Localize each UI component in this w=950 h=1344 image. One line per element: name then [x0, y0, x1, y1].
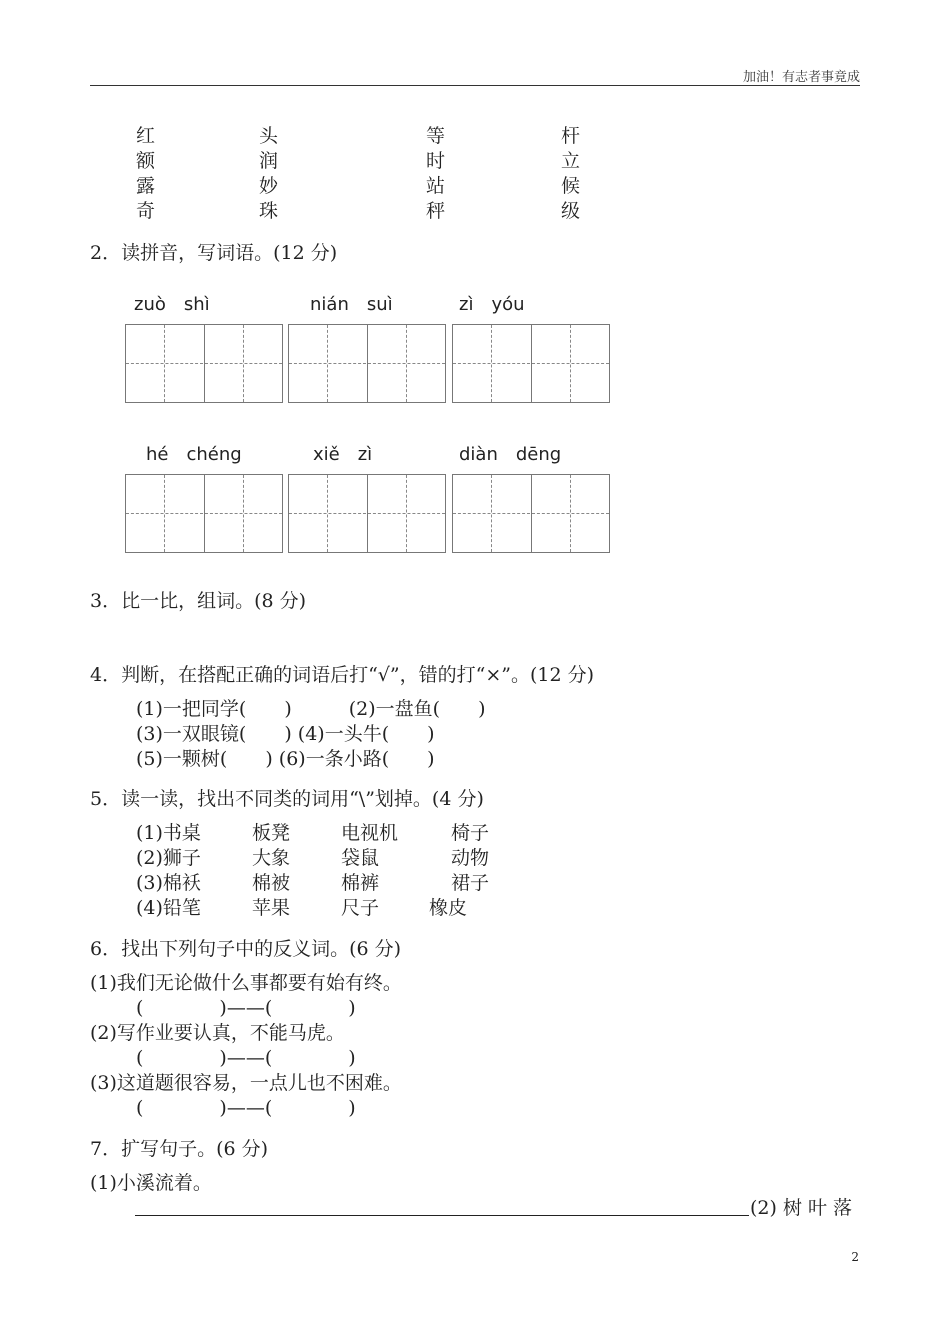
writing-grid[interactable]	[125, 324, 283, 403]
match-char: 等	[426, 125, 446, 147]
q5-word: 大象	[252, 847, 291, 869]
match-char: 红	[136, 125, 156, 147]
writing-grid[interactable]	[288, 324, 446, 403]
q6-sentence: (2)写作业要认真，不能马虎。	[90, 1022, 345, 1044]
match-char: 润	[259, 150, 279, 172]
match-col-1	[136, 124, 155, 224]
q6-sentence: (3)这道题很容易，一点儿也不困难。	[90, 1072, 402, 1094]
q5-col-4	[429, 821, 490, 921]
q2-title: 2．读拼音，写词语。(12 分)	[90, 242, 338, 264]
q4-items	[136, 697, 485, 772]
match-char: 额	[136, 150, 156, 172]
pinyin-label: hé chéng	[146, 444, 242, 465]
pinyin-label: diàn dēng	[459, 444, 562, 465]
page-number: 2	[851, 1250, 859, 1264]
match-col-3	[426, 124, 445, 224]
q5-word: 橡皮	[429, 897, 468, 919]
match-char: 立	[561, 150, 581, 172]
q5-title: 5．读一读，找出不同类的词用“\”划掉。(4 分)	[90, 788, 484, 810]
match-char: 站	[426, 175, 446, 197]
match-char: 露	[136, 175, 156, 197]
q5-word: (1)书桌	[136, 822, 201, 844]
match-char: 时	[426, 150, 446, 172]
q4-line: (3)一双眼镜( ) (4)一头牛( )	[136, 723, 435, 745]
q7-title: 7．扩写句子。(6 分)	[90, 1138, 269, 1160]
match-char: 秤	[426, 200, 446, 222]
q7-item-1: (1)小溪流着。	[90, 1172, 212, 1194]
writing-grid[interactable]	[125, 474, 283, 553]
q5-word: 棉被	[252, 872, 291, 894]
q5-word: (2)狮子	[136, 847, 201, 869]
match-char: 奇	[136, 200, 156, 222]
q5-word: 电视机	[341, 822, 399, 844]
q3-title: 3．比一比，组词。(8 分)	[90, 590, 307, 612]
q7-item-2: (2) 树 叶 落	[750, 1197, 853, 1219]
writing-grid[interactable]	[452, 474, 610, 553]
q5-word: 椅子	[451, 822, 490, 844]
match-char: 妙	[259, 175, 279, 197]
match-col-2	[259, 124, 278, 224]
header-motto: 加油！有志者事竟成	[742, 70, 860, 85]
match-char: 候	[561, 175, 581, 197]
pinyin-label: xiě zì	[313, 444, 373, 465]
match-char: 珠	[259, 200, 279, 222]
q5-word: 动物	[451, 847, 490, 869]
q5-word: 裙子	[451, 872, 490, 894]
q4-title: 4．判断，在搭配正确的词语后打“√”，错的打“×”。(12 分)	[90, 664, 595, 686]
q6-title: 6．找出下列句子中的反义词。(6 分)	[90, 938, 402, 960]
q5-col-1	[136, 821, 201, 921]
answer-line[interactable]	[135, 1215, 749, 1216]
match-char: 杆	[561, 125, 581, 147]
match-char: 级	[561, 200, 581, 222]
pinyin-label: zì yóu	[459, 294, 525, 315]
q5-col-2	[252, 821, 290, 921]
header-divider	[90, 85, 860, 86]
q5-word: 袋鼠	[341, 847, 380, 869]
pinyin-label: zuò shì	[134, 294, 210, 315]
q5-word: 尺子	[341, 897, 380, 919]
writing-grid[interactable]	[288, 474, 446, 553]
q5-word: 苹果	[252, 897, 291, 919]
q5-col-3	[341, 821, 398, 921]
match-char: 头	[259, 125, 279, 147]
q5-word: (4)铅笔	[136, 897, 201, 919]
q6-blank[interactable]: ( )——( )	[136, 1097, 356, 1119]
q5-word: 板凳	[252, 822, 291, 844]
q6-blank[interactable]: ( )——( )	[136, 1047, 356, 1069]
q5-word: (3)棉袄	[136, 872, 201, 894]
match-col-4	[561, 124, 580, 224]
q4-line: (5)一颗树( ) (6)一条小路( )	[136, 748, 435, 770]
q4-line: (1)一把同学( ) (2)一盘鱼( )	[136, 698, 486, 720]
pinyin-label: nián suì	[310, 294, 393, 315]
q6-blank[interactable]: ( )——( )	[136, 997, 356, 1019]
q6-sentence: (1)我们无论做什么事都要有始有终。	[90, 972, 402, 994]
q5-word: 棉裤	[341, 872, 380, 894]
writing-grid[interactable]	[452, 324, 610, 403]
